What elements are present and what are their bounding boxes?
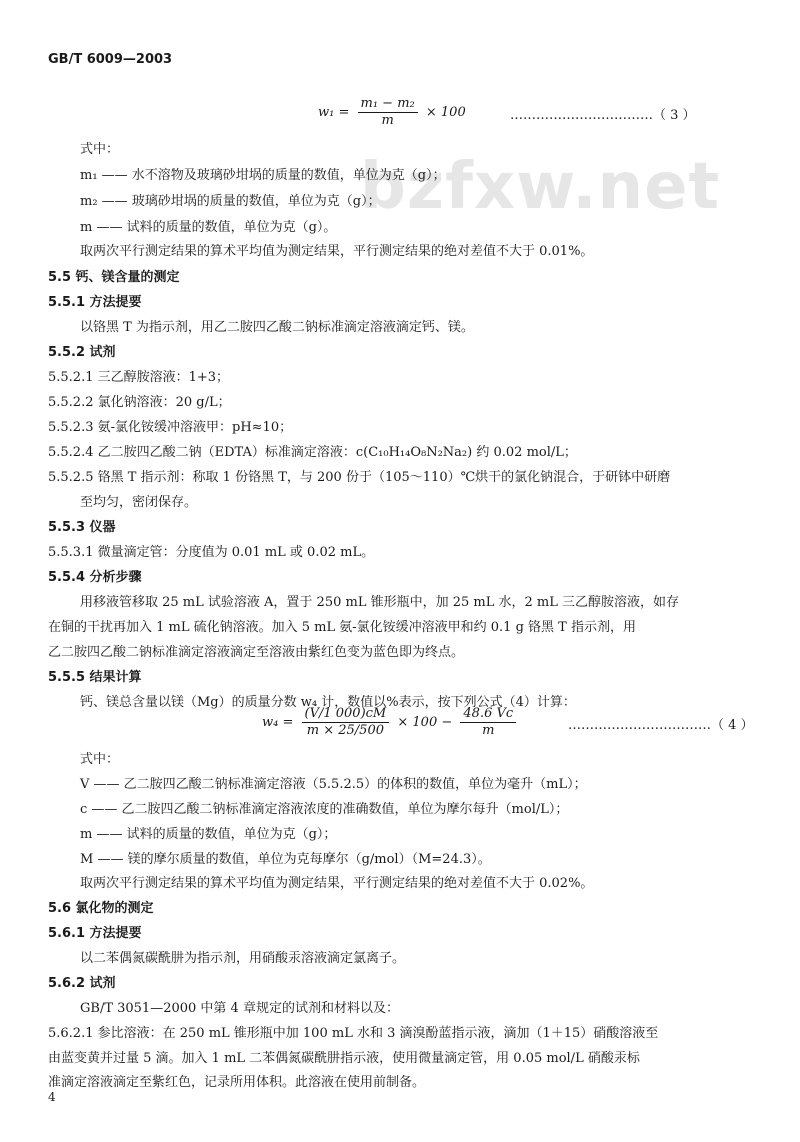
reagent-3: 5.5.2.3 氨-氯化铵缓冲溶液甲：pH≈10； — [48, 420, 293, 435]
method-summary-1: 以铬黑 T 为指示剂，用乙二胺四乙酸二钠标准滴定溶液滴定钙、镁。 — [80, 320, 474, 335]
result-note-1: 取两次平行测定结果的算术平均值为测定结果，平行测定结果的绝对差值不大于 0.01%。 — [80, 244, 594, 259]
section-5-5-3: 5.5.3 仪器 — [48, 520, 116, 535]
calc-intro: 钙、镁总含量以镁（Mg）的质量分数 w₄ 计，数值以%表示，按下列公式（4）计算： — [80, 695, 576, 710]
def-V: V —— 乙二胺四乙酸二钠标准滴定溶液（5.5.2.5）的体积的数值，单位为毫升（mL）； — [80, 777, 587, 792]
eq4-denominator-1: m × 25/500 — [306, 723, 384, 738]
reference-solution-line2: 由蓝变黄并过量 5 滴。加入 1 mL 二苯偶氮碳酰肼指示液，使用微量滴定管，用 0.05 mol/L 硝酸汞标 — [48, 1051, 640, 1066]
eq4-numerator-2: 48.6 Vc — [460, 706, 516, 723]
reagent-ref: GB/T 3051—2000 中第 4 章规定的试剂和材料以及： — [80, 1001, 399, 1016]
equation-3 — [318, 96, 466, 129]
eq4-fraction-1 — [302, 706, 390, 739]
result-note-2: 取两次平行测定结果的算术平均值为测定结果，平行测定结果的绝对差值不大于 0.02%。 — [80, 876, 594, 891]
eq3-number: ……………………………（ 3 ） — [510, 108, 696, 123]
eq4-fraction-2 — [460, 706, 516, 739]
eq3-numerator: m₁ − m₂ — [358, 96, 418, 113]
reagent-1: 5.5.2.1 三乙醇胺溶液：1+3； — [48, 370, 230, 385]
def-c: c —— 乙二胺四乙酸二钠标准滴定溶液浓度的准确数值，单位为摩尔每升（mol/L）； — [80, 802, 569, 817]
def-m-2: m —— 试料的质量的数值，单位为克（g）； — [80, 827, 337, 842]
reference-solution-line1: 5.6.2.1 参比溶液：在 250 mL 锥形瓶中加 100 mL 水和 3 滴溴酚蓝指示液，滴加（1＋15）硝酸溶液至 — [48, 1026, 659, 1041]
eq3-tail: × 100 — [425, 105, 466, 120]
reagent-4: 5.5.2.4 乙二胺四乙酸二钠（EDTA）标准滴定溶液：c(C₁₀H₁₄O₈N₂Na₂) 约 0.02 mol/L； — [48, 445, 577, 460]
reagent-5-line2: 至均匀，密闭保存。 — [80, 495, 198, 510]
procedure-line2: 在铜的干扰再加入 1 mL 硫化钠溶液。加入 5 mL 氨-氯化铵缓冲溶液甲和约 0.1 g 铬黑 T 指示剂，用 — [48, 620, 636, 635]
section-5-5-4: 5.5.4 分析步骤 — [48, 570, 142, 585]
method-summary-2: 以二苯偶氮碳酰肼为指示剂，用硝酸汞溶液滴定氯离子。 — [80, 951, 406, 966]
section-5-6-2: 5.6.2 试剂 — [48, 976, 116, 991]
section-5-6-1: 5.6.1 方法提要 — [48, 926, 142, 941]
equation-4 — [262, 706, 520, 739]
eq4-numerator-1: (V/1 000)cM — [302, 706, 390, 723]
eq4-number: ……………………………（ 4 ） — [568, 718, 754, 733]
section-5-5-5: 5.5.5 结果计算 — [48, 670, 142, 685]
def-M: M —— 镁的摩尔质量的数值，单位为克每摩尔（g/mol）（M=24.3）。 — [80, 852, 491, 867]
page-number: 4 — [48, 1090, 56, 1104]
eq4-mid: × 100 − — [397, 715, 453, 730]
eq4-lhs: w₄ = — [262, 715, 294, 730]
procedure-line1: 用移液管移取 25 mL 试验溶液 A，置于 250 mL 锥形瓶中，加 25 mL 水，2 mL 三乙醇胺溶液，如存 — [80, 595, 679, 610]
def-m1: m₁ —— 水不溶物及玻璃砂坩埚的质量的数值，单位为克（g）； — [80, 168, 446, 183]
def-m: m —— 试料的质量的数值，单位为克（g）。 — [80, 220, 337, 235]
eq3-fraction — [358, 96, 418, 129]
eq3-lhs: w₁ = — [318, 105, 350, 120]
reagent-5-line1: 5.5.2.5 铬黑 T 指示剂：称取 1 份铬黑 T，与 200 份于（105～110）℃烘干的氯化钠混合，于研钵中研磨 — [48, 470, 671, 485]
watermark: bzfxw.net — [360, 150, 721, 224]
standard-header: GB/T 6009—2003 — [48, 52, 173, 67]
eq4-denominator-2: m — [482, 723, 495, 738]
reference-solution-line3: 准滴定溶液滴定至紫红色，记录所用体积。此溶液在使用前制备。 — [48, 1075, 426, 1090]
where-label: 式中： — [80, 142, 120, 157]
eq3-denominator: m — [381, 113, 394, 128]
procedure-line3: 乙二胺四乙酸二钠标准滴定溶液滴定至溶液由紫红色变为蓝色即为终点。 — [48, 645, 465, 660]
def-m2: m₂ —— 玻璃砂坩埚的质量的数值，单位为克（g）； — [80, 194, 381, 209]
section-5-5-1: 5.5.1 方法提要 — [48, 295, 142, 310]
section-5-6: 5.6 氯化物的测定 — [48, 901, 154, 916]
instrument-1: 5.5.3.1 微量滴定管：分度值为 0.01 mL 或 0.02 mL。 — [48, 545, 375, 560]
section-5-5: 5.5 钙、镁含量的测定 — [48, 270, 180, 285]
where-label-2: 式中： — [80, 752, 120, 767]
section-5-5-2: 5.5.2 试剂 — [48, 345, 116, 360]
reagent-2: 5.5.2.2 氯化钠溶液：20 g/L； — [48, 395, 231, 410]
